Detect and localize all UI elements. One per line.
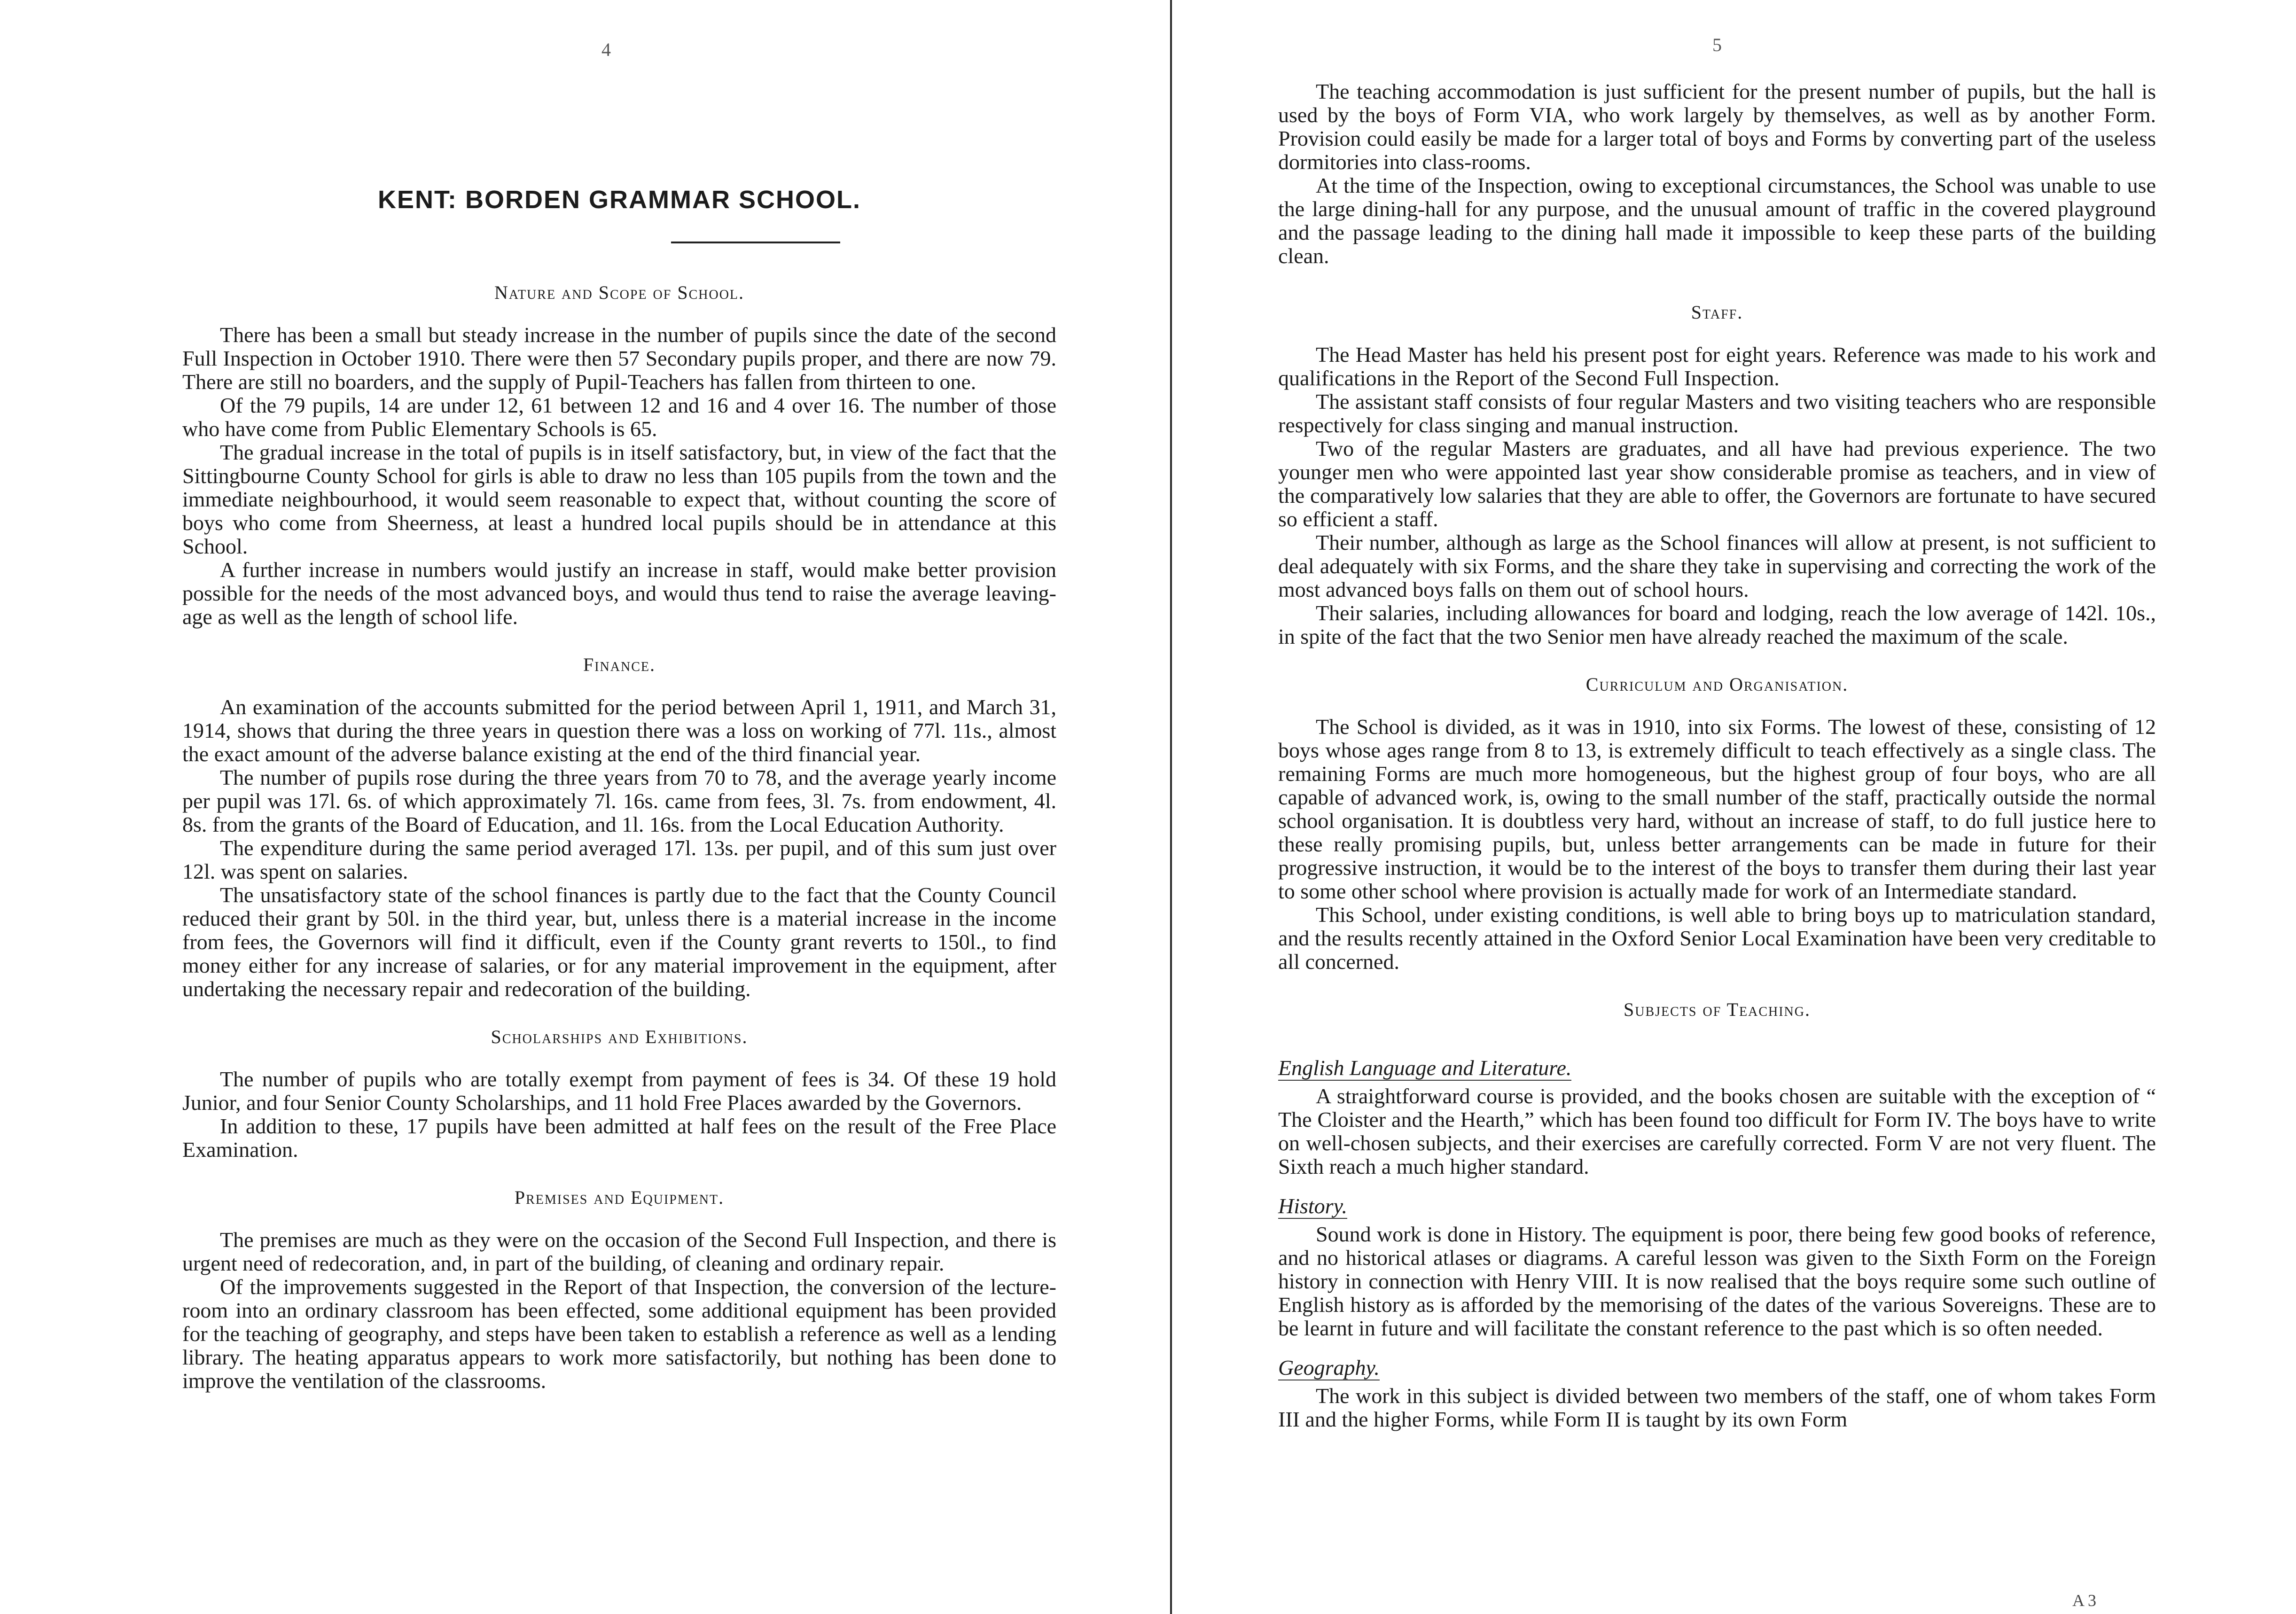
paragraph: The Head Master has held his present post for eight years. Reference was made to his work and qualifications in the Report of the Second Full Inspection. — [1278, 343, 2156, 390]
subject-subheading: English Language and Literature. — [1278, 1056, 1572, 1080]
page-number: 4 — [601, 39, 611, 60]
subject-subheading: Geography. — [1278, 1356, 1380, 1380]
paragraph: Two of the regular Masters are graduates, and all have had previous experience. The two younger men who were appointed last year show considerable promise as teachers, and in view of the comparatively low salaries that they are able to offer, the Governors are fortunate to have secured so efficient a staff. — [1278, 437, 2156, 531]
section-heading-premises: Premises and Equipment. — [514, 1187, 725, 1208]
paragraph: The assistant staff consists of four regular Masters and two visiting teachers who are responsible respectively for class singing and manual instruction. — [1278, 390, 2156, 437]
paragraph: The number of pupils who are totally exempt from payment of fees is 34. Of these 19 hold Junior, and four Senior County Scholarships, and 11 hold Free Places awarded by the Governors. — [182, 1067, 1056, 1115]
section-heading-scholarships: Scholarships and Exhibitions. — [491, 1026, 748, 1047]
section-heading-staff: Staff. — [1691, 302, 1743, 323]
paragraph: The expenditure during the same period averaged 17l. 13s. per pupil, and of this sum just over 12l. was spent on salaries. — [182, 836, 1056, 883]
subject-english — [1278, 1040, 2156, 1178]
left-page-content — [182, 188, 1056, 1393]
paragraph: A further increase in numbers would justify an increase in staff, would make better provision possible for the needs of the most advanced boys, and would thus tend to raise the average leaving-age as well as the length of school life. — [182, 558, 1056, 629]
paragraph: Their salaries, including allowances for board and lodging, reach the low average of 142l. 10s., in spite of the fact that the two Senior men have already reached the maximum of the scale. — [1278, 601, 2156, 648]
signature-mark: A 3 — [2072, 1591, 2097, 1610]
paragraph: At the time of the Inspection, owing to exceptional circumstances, the School was unable to use the large dining-hall for any purpose, and the unusual amount of traffic in the covered playground and the passage leading to the dining hall made it impossible to keep these parts of the building clean. — [1278, 173, 2156, 268]
paragraph: The unsatisfactory state of the school finances is partly due to the fact that the County Council reduced their grant by 50l. in the third year, but, unless there is a material increase in the income from fees, the Governors will find it difficult, even if the County grant reverts to 150l., to find money either for any increase of salaries, or for any material improvement in the equipment, after undertaking the necessary repair and redecoration of the building. — [182, 883, 1056, 1001]
paragraph: In addition to these, 17 pupils have been admitted at half fees on the result of the Free Place Examination. — [182, 1114, 1056, 1162]
title-divider — [671, 242, 840, 243]
paragraph: There has been a small but steady increase in the number of pupils since the date of the second Full Inspection in October 1910. There were then 57 Secondary pupils proper, and there are now 79. There are still no boarders, and the supply of Pupil-Teachers has fallen from thirteen to one. — [182, 323, 1056, 394]
paragraph: The School is divided, as it was in 1910, into six Forms. The lowest of these, consisting of 12 boys whose ages range from 8 to 13, is extremely difficult to teach effectively as a single class. The remaining Forms are much more homogeneous, but the highest group of four boys, who are all capable of advanced work, is, owing to the small number of the staff, practically outside the normal school organisation. It is doubtless very hard, without an increase of staff, to do full justice here to these really promising pupils, but, unless better arrangements can be made in future for their progressive instruction, it would be to the interest of the boys to transfer them during their last year to some other school where provision is actually made for work of an Intermediate standard. — [1278, 715, 2156, 903]
paragraph: Of the improvements suggested in the Report of that Inspection, the conversion of the lecture-room into an ordinary classroom has been effected, some additional equipment has been provided for the teaching of geography, and steps have been taken to establish a reference as well as a lending library. The heating apparatus appears to work more satisfactorily, but nothing has been done to improve the ventilation of the classrooms. — [182, 1275, 1056, 1393]
subject-subheading: History. — [1278, 1194, 1347, 1218]
paragraph: The number of pupils rose during the three years from 70 to 78, and the average yearly income per pupil was 17l. 6s. of which approximately 7l. 16s. came from fees, 3l. 7s. from endowment, 4l. 8s. from the grants of the Board of Education, and 1l. 16s. from the Local Education Authority. — [182, 765, 1056, 836]
paragraph: The work in this subject is divided between two members of the staff, one of whom takes Form III and the higher Forms, while Form II is taught by its own Form — [1278, 1384, 2156, 1431]
section-heading-nature: Nature and Scope of School. — [494, 282, 745, 303]
paragraph: Their number, although as large as the School finances will allow at present, is not sufficient to deal adequately with six Forms, and the share they take in supervising and correcting the work of the most advanced boys falls on them out of school hours. — [1278, 530, 2156, 601]
paragraph: Of the 79 pupils, 14 are under 12, 61 between 12 and 16 and 4 over 16. The number of those who have come from Public Elementary Schools is 65. — [182, 393, 1056, 441]
paragraph: A straightforward course is provided, and the books chosen are suitable with the exception of “ The Cloister and the Hearth,” which has been found too difficult for Form IV. The boys have to write on well-chosen subjects, and their exercises are carefully corrected. Form V are not very fluent. The Sixth reach a much higher standard. — [1278, 1084, 2156, 1178]
right-page-content — [1278, 80, 2156, 1431]
right-page — [1172, 0, 2296, 1614]
subject-history — [1278, 1178, 2156, 1340]
paragraph: Sound work is done in History. The equipment is poor, there being few good books of reference, and no historical atlases or diagrams. A careful lesson was given to the Sixth Form on the Foreign history in connection with Henry VIII. It is now realised that the boys require some such outline of English history as is afforded by the memorising of the dates of the various Sovereigns. These are to be learnt in future and will facilitate the constant reference to the past which is so often needed. — [1278, 1222, 2156, 1340]
subject-geography — [1278, 1340, 2156, 1431]
section-heading-subjects: Subjects of Teaching. — [1624, 999, 1811, 1020]
paragraph: The teaching accommodation is just sufficient for the present number of pupils, but the hall is used by the boys of Form VIA, who work largely by themselves, as well as by another Form. Provision could easily be made for a larger total of boys and Forms by converting part of the useless dormitories into class-rooms. — [1278, 79, 2156, 174]
paragraph: The premises are much as they were on the occasion of the Second Full Inspection, and there is urgent need of redecoration, and, in part of the building, of cleaning and ordinary repair. — [182, 1228, 1056, 1275]
page-title: KENT: BORDEN GRAMMAR SCHOOL. — [378, 186, 861, 214]
paragraph: An examination of the accounts submitted for the period between April 1, 1911, and March 31, 1914, shows that during the three years in question there was a loss on working of 77l. 11s., almost the exact amount of the adverse balance existing at the end of the third financial year. — [182, 695, 1056, 766]
section-heading-curriculum: Curriculum and Organisation. — [1585, 674, 1849, 695]
paragraph: The gradual increase in the total of pupils is in itself satisfactory, but, in view of the fact that the Sittingbourne County School for girls is able to draw no less than 105 pupils from the town and the immediate neighbourhood, it would seem reasonable to expect that, without counting the score of boys who come from Sheerness, at least a hundred local pupils should be in attendance at this School. — [182, 440, 1056, 558]
page-number: 5 — [1712, 34, 1722, 55]
section-heading-finance: Finance. — [583, 654, 656, 675]
paragraph: This School, under existing conditions, is well able to bring boys up to matriculation standard, and the results recently attained in the Oxford Senior Local Examination have been very creditable to all concerned. — [1278, 903, 2156, 974]
